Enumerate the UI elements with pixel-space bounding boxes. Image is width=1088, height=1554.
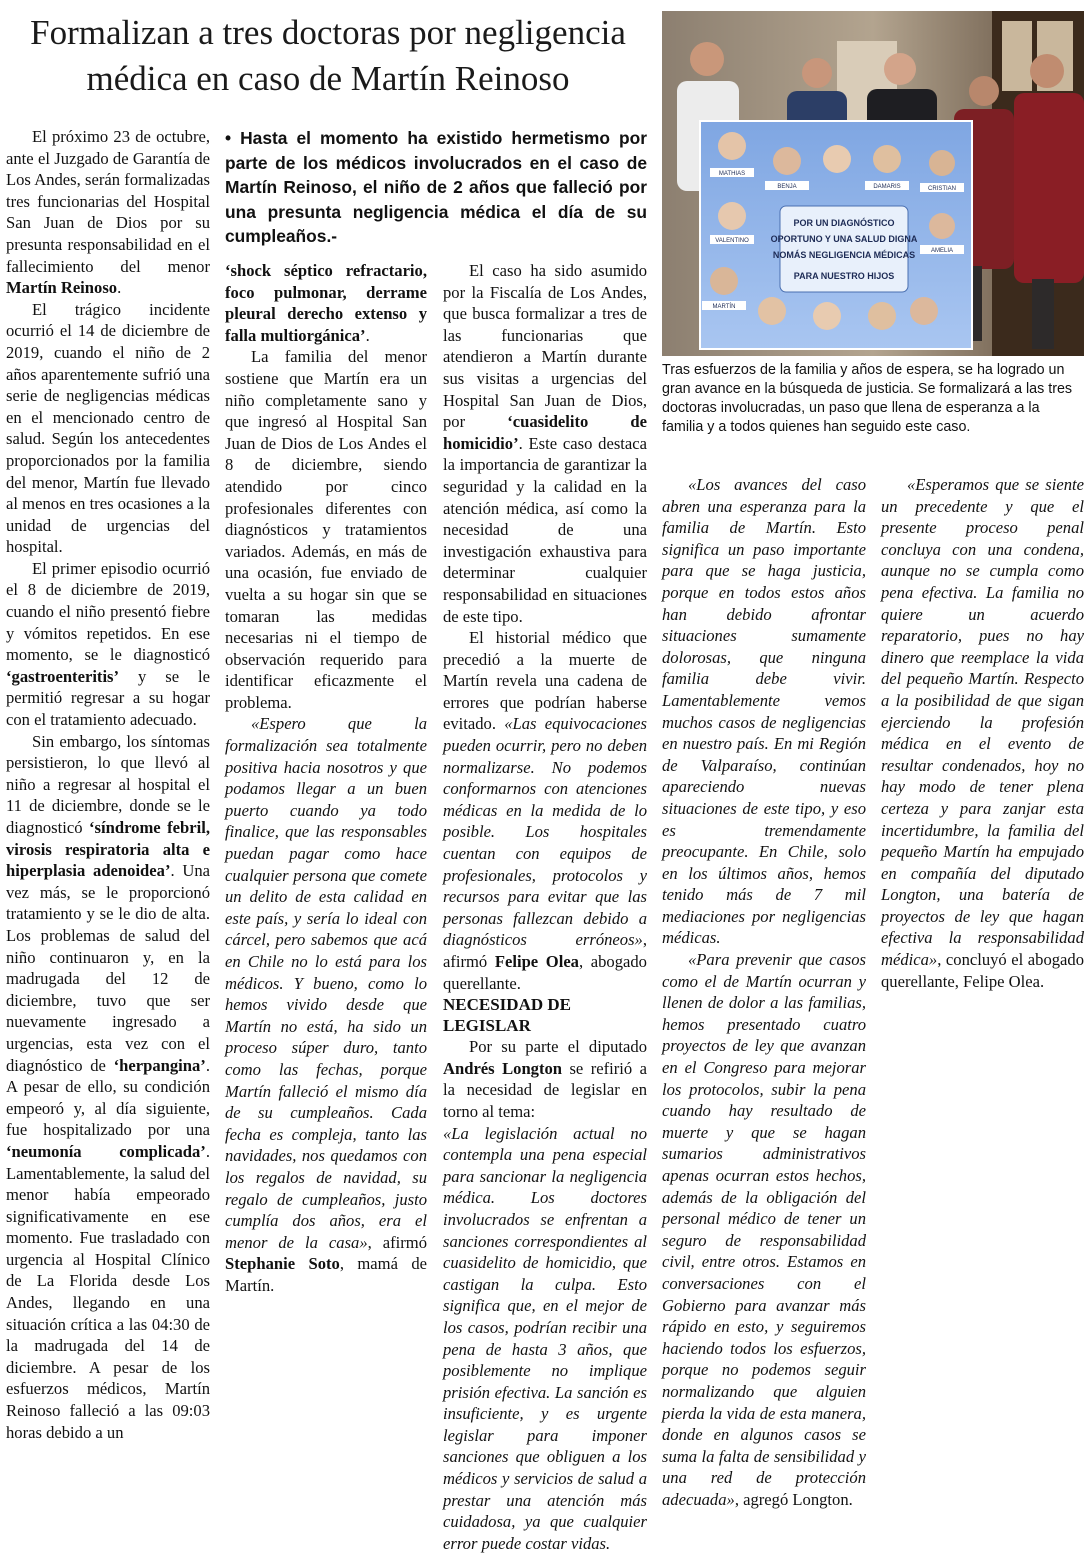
quote: «La legislación actual no contempla una pena especial para sancionar la negligencia médica. Los doctores involucrados se enfrentan a sanciones correspondientes al cuasidelito de homicidio, que castigan la culpa. Esto significa que, en el mejor de los casos, podrían recibir una pena de hasta 3 años, que posiblemente no implique prisión efectiva. La sanción es insuficiente, y es urgente legislar para imponer sanciones que obliguen a los médicos y servicios de salud a prestar una atención más cuidadosa, ya que cualquier error puede costar vidas. xyxy=(443,1123,647,1553)
article-column-3 xyxy=(443,260,647,1553)
banner-name-4: CRISTIAN xyxy=(927,186,957,192)
banner-name-2: BENJA xyxy=(777,184,797,190)
quote: «Los avances del caso abren una esperanza para la familia de Martín. Esto significa un paso importante para que se haga justicia, porque en todos estos años han debido afrontar situaciones sumamente dolorosas, que ninguna familia debe vivir. Lamentablemente vemos muchos casos de negligencias en nuestro país. En mi Región de Valparaíso, continúan apareciendo nuevas situaciones de este tipo, y eso es tremendamente preocupante. En Chile, solo en los últimos años, hemos tenido más de 7 mil mediaciones por negligencias médicas. xyxy=(662,475,866,948)
paragraph: El primer episodio ocurrió el 8 de diciembre de 2019, cuando el niño presentó fiebre y vómitos repetidos. En ese momento, se le diagnosticó ‘gastroenteritis’ y se le permitió regresar a su hogar con el tratamiento adecuado. xyxy=(6,558,210,730)
paragraph: El historial médico que precedió a la muerte de Martín revela una cadena de errores que podrían haberse evitado. «Las equivocaciones pueden ocurrir, pero no deben normalizarse. No podemos conformarnos con atenciones médicas en la medida de lo posible. Los hospitales cuentan con equipos de profesionales, protocolos y recursos para evitar que las personas fallezcan debido a diagnósticos erróneos», afirmó Felipe Olea, abogado querellante. xyxy=(443,628,647,993)
banner-line-3: NOMÁS NEGLIGENCIA MÉDICAS xyxy=(772,250,916,260)
banner-line-2: OPORTUNO Y UNA SALUD DIGNA xyxy=(770,234,918,244)
quote: «Para prevenir que casos como el de Martín ocurran y llenen de dolor a las familias, hemos presentado cuatro proyectos de ley que avanzan en el Congreso para mejorar los protocolos, subir la pena cuando hay resultado de muerte y que se hagan sumarios administrativos apenas ocurran estos hechos, además de la obligación del personal médico de tener un seguro de responsabilidad civil, entre otros. Estamos en conversaciones con el Gobierno para avanzar más rápido en esto, y seguiremos haciendo todos los esfuerzos, porque no podemos seguir normalizando que alguien pierda la vida de esta manera, donde en algunos casos se suma la falta de sensibilidad y una red de protección adecuada», agregó Longton. xyxy=(662,950,866,1509)
banner-name-1: MATHIAS xyxy=(718,171,746,177)
lead-summary: • Hasta el momento ha existido hermetismo por parte de los médicos involucrados en el caso de Martín Reinoso, el niño de 2 años que falleció por una presunta negligencia médica el día de su cumpleaños.- xyxy=(225,128,647,247)
banner-line-4: PARA NUESTRO HIJOS xyxy=(793,271,895,281)
banner-name-6: AMELIA xyxy=(930,248,954,254)
article-column-4 xyxy=(662,474,866,1509)
banner-line-1: POR UN DIAGNÓSTICO xyxy=(793,218,895,228)
paragraph: El caso ha sido asumido por la Fiscalía de Los Andes, que busca formalizar a tres de las funcionarias que atendieron a Martín durante sus visitas a urgencias del Hospital San Juan de Dios, por ‘cuasidelito de homicidio’. Este caso destaca la importancia de garantizar la seguridad y la calidad en la atención médica, así como la necesidad de una investigación exhaustiva para determinar cualquier responsabilidad en situaciones de este tipo. xyxy=(443,261,647,626)
paragraph: El trágico incidente ocurrió el 14 de diciembre de 2019, cuando el niño de 2 años aparentemente sufrió una serie de negligencias médicas en el mencionado centro de salud. Según los antecedentes proporcionados por la familia del menor, Martín fue llevado al menos en tres ocasiones a la unidad de urgencias del hospital. xyxy=(6,299,210,557)
photo-illustration xyxy=(662,11,1084,356)
banner-name-5: VALENTINO xyxy=(715,238,749,244)
headline: Formalizan a tres doctoras por negligencia médica en caso de Martín Reinoso xyxy=(30,13,626,98)
news-photo xyxy=(662,11,1084,356)
article-column-2 xyxy=(225,260,427,1498)
paragraph: La familia del menor sostiene que Martín era un niño completamente sano y que ingresó al Hospital San Juan de Dios de Los Andes el 8 de diciembre, siendo atendido por cinco profesionales diferentes con diagnósticos y tratamientos variados. Además, en más de una ocasión, fue enviado de vuelta a su hogar sin que se tomaran las medidas necesarias ni el tiempo de observación requerido para identificar eficazmente el problema. xyxy=(225,347,427,712)
paragraph-continued: ‘shock séptico refractario, foco pulmonar, derrame pleural derecho extenso y falla multiorgánica’. xyxy=(225,261,427,345)
paragraph: Por su parte el diputado Andrés Longton se refirió a la necesidad de legislar en torno al tema: xyxy=(443,1037,647,1121)
paragraph: El próximo 23 de octubre, ante el Juzgado de Garantía de Los Andes, serán formalizadas tres funcionarias del Hospital San Juan de Dios por su presunta responsabilidad en el fallecimiento del menor Martín Reinoso. xyxy=(6,127,210,298)
quote: «Esperamos que se siente un precedente y que el presente proceso penal concluya con una condena, aunque no se cumpla como pena efectiva. La familia no quiere un acuerdo reparatorio, pues no hay dinero que reemplace la vida del pequeño Martín. Respecto a la posibilidad de que sigan ejerciendo la profesión médica en el evento de resultar condenados, hoy no hay modo de tener plena certeza y para zanjar esta incertidumbre, la familia del pequeño Martín ha empujado en compañía del diputado Longton, una batería de proyectos de ley que hagan efectiva la responsabilidad médica», concluyó el abogado querellante, Felipe Olea. xyxy=(881,475,1084,991)
subheading: NECESIDAD DE LEGISLAR xyxy=(443,995,571,1036)
article-column-1 xyxy=(6,126,210,1498)
banner-name-7: MARTÍN xyxy=(712,304,736,310)
quote: «Espero que la formalización sea totalmente positiva hacia nosotros y que podamos llegar a un buen puerto cuando ya todo finalice, que las responsables puedan pagar como hace cualquier persona que comete un delito de esta calidad en este país, y sería lo ideal con cárcel, pero sabemos que acá en Chile no lo está para los médicos. Y bueno, como lo hemos vivido desde que Martín no está, ha sido un proceso súper duro, tanto como las fechas, porque Martín falleció el mismo día de su cumpleaños. Cada fecha es compleja, tanto las navidades, nos quedamos con los regalos de navidad, su regalo de cumpleaños, justo cumplía dos años, era el menor de la casa», afirmó Stephanie Soto, mamá de Martín. xyxy=(225,714,428,1295)
article-column-5 xyxy=(881,474,1084,1498)
photo-caption: Tras esfuerzos de la familia y años de espera, se ha logrado un gran avance en la búsqueda de justicia. Se formalizará a las tres doctoras involucradas, un paso que llena de esperanza a la familia y a todos quienes han seguido este caso. xyxy=(662,362,1073,435)
paragraph: Sin embargo, los síntomas persistieron, lo que llevó al niño a regresar al hospital el 11 de diciembre, donde se le diagnosticó ‘síndrome febril, virosis respiratoria alta e hiperplasia adenoidea’. Una vez más, se le proporcionó tratamiento y se le dio de alta. Los problemas de salud del niño continuaron y, en la madrugada del 12 de diciembre, tuvo que ser nuevamente ingresado a urgencias, esta vez con el diagnóstico de ‘herpangina’. A pesar de ello, su condición empeoró y, al día siguiente, fue hospitalizado por una ‘neumonía complicada’. Lamentablemente, la salud del menor había empeorado significativamente en ese momento. Fue trasladado con urgencia al Hospital Clínico de La Florida desde Los Andes, llegando en una situación crítica a las 04:30 de la madrugada del 14 de diciembre. A pesar de los esfuerzos médicos, Martín Reinoso falleció a las 09:03 horas debido a un xyxy=(6,731,211,1442)
banner-name-3: DAMARIS xyxy=(873,184,901,190)
